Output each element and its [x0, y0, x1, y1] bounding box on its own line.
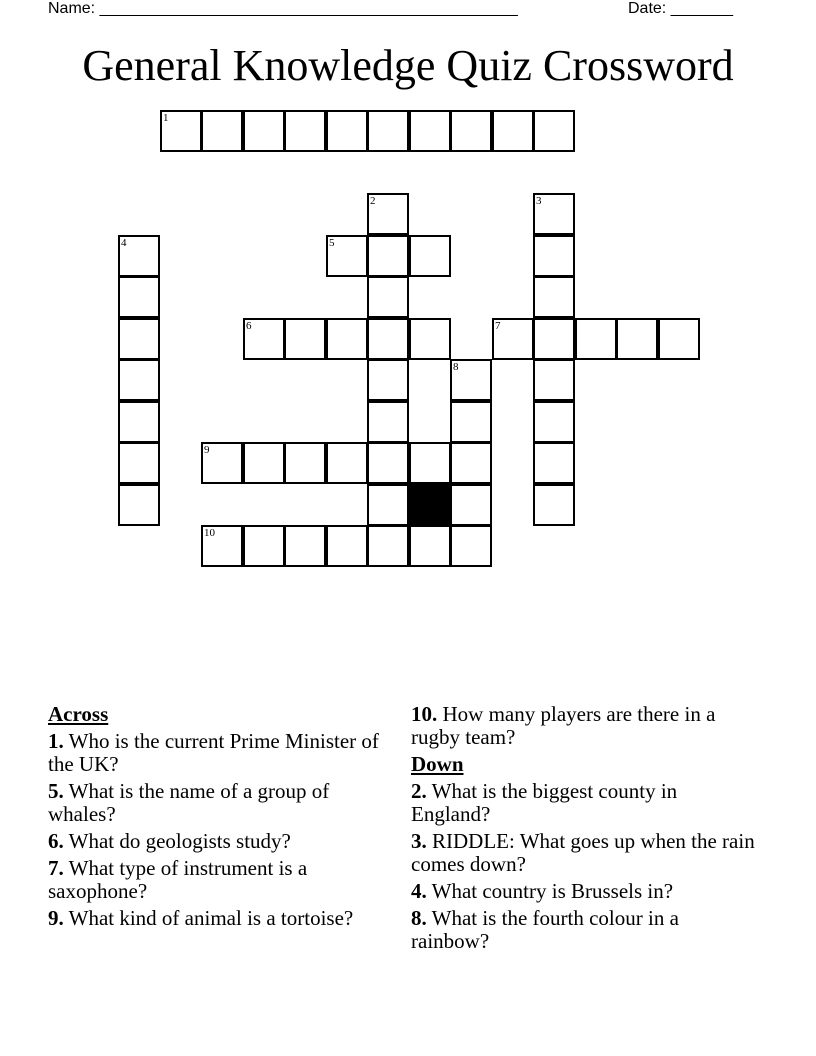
crossword-cell[interactable]	[533, 318, 575, 360]
clue-number-10: 10	[204, 527, 215, 539]
crossword-cell[interactable]	[450, 442, 492, 484]
crossword-cell[interactable]	[367, 484, 409, 526]
crossword-cell[interactable]	[326, 110, 368, 152]
crossword-cell[interactable]	[450, 484, 492, 526]
crossword-cell[interactable]	[367, 110, 409, 152]
crossword-cell[interactable]	[450, 110, 492, 152]
crossword-cell[interactable]	[326, 525, 368, 567]
across-clue	[411, 703, 756, 749]
black-cell	[409, 484, 451, 526]
crossword-cell[interactable]	[284, 318, 326, 360]
clue-number-9: 9	[204, 444, 210, 456]
crossword-cell[interactable]	[118, 235, 160, 277]
down-clue	[411, 880, 756, 903]
across-clue	[48, 857, 393, 903]
clue-number: 10.	[411, 702, 438, 726]
crossword-cell[interactable]	[367, 318, 409, 360]
crossword-cell[interactable]	[450, 525, 492, 567]
crossword-cell[interactable]	[409, 525, 451, 567]
across-heading: Across	[48, 702, 109, 726]
across-clue	[48, 780, 393, 826]
clue-number-8: 8	[453, 361, 459, 373]
crossword-cell[interactable]	[409, 235, 451, 277]
clue-text: What is the biggest county in England?	[411, 779, 678, 826]
crossword-cell[interactable]	[284, 110, 326, 152]
crossword-cell[interactable]	[450, 401, 492, 443]
down-heading: Down	[411, 752, 464, 776]
clue-text: How many players are there in a rugby team?	[411, 702, 716, 749]
clue-number-7: 7	[495, 320, 501, 332]
down-clue	[411, 780, 756, 826]
crossword-cell[interactable]	[326, 442, 368, 484]
crossword-cell[interactable]	[284, 442, 326, 484]
crossword-cell[interactable]	[367, 276, 409, 318]
clue-text: What country is Brussels in?	[431, 879, 674, 903]
crossword-cell[interactable]	[616, 318, 658, 360]
crossword-cell[interactable]	[201, 525, 243, 567]
date-field[interactable]: Date: _______	[628, 0, 733, 17]
clues-column-right	[411, 703, 756, 957]
crossword-cell[interactable]	[533, 110, 575, 152]
crossword-cell[interactable]	[243, 525, 285, 567]
crossword-cell[interactable]	[533, 484, 575, 526]
crossword-cell[interactable]	[409, 110, 451, 152]
clue-text: What is the fourth colour in a rainbow?	[411, 906, 679, 953]
crossword-cell[interactable]	[118, 484, 160, 526]
name-field[interactable]: Name: _______________________________________________	[48, 0, 518, 17]
crossword-cell[interactable]	[118, 318, 160, 360]
crossword-cell[interactable]	[533, 442, 575, 484]
crossword-cell[interactable]	[533, 359, 575, 401]
clue-text: What is the name of a group of whales?	[48, 779, 330, 826]
crossword-cell[interactable]	[326, 235, 368, 277]
crossword-cell[interactable]	[367, 235, 409, 277]
crossword-cell[interactable]	[492, 110, 534, 152]
clue-number: 4.	[411, 879, 427, 903]
crossword-cell[interactable]	[492, 318, 534, 360]
crossword-cell[interactable]	[118, 401, 160, 443]
crossword-cell[interactable]	[284, 525, 326, 567]
clue-text: Who is the current Prime Minister of the UK?	[48, 729, 379, 776]
crossword-cell[interactable]	[450, 359, 492, 401]
crossword-cell[interactable]	[533, 193, 575, 235]
down-clue-list	[411, 780, 756, 953]
down-clue	[411, 830, 756, 876]
clue-text: What kind of animal is a tortoise?	[68, 906, 354, 930]
clue-number-4: 4	[121, 237, 127, 249]
crossword-cell[interactable]	[533, 235, 575, 277]
page-title: General Knowledge Quiz Crossword	[82, 41, 734, 90]
across-clue	[48, 730, 393, 776]
clue-number: 8.	[411, 906, 427, 930]
crossword-cell[interactable]	[201, 110, 243, 152]
clue-number-5: 5	[329, 237, 335, 249]
clue-number: 1.	[48, 729, 64, 753]
across-clue	[48, 830, 393, 853]
clue-number-6: 6	[246, 320, 252, 332]
crossword-cell[interactable]	[367, 525, 409, 567]
crossword-cell[interactable]	[118, 442, 160, 484]
crossword-cell[interactable]	[409, 318, 451, 360]
down-clue	[411, 907, 756, 953]
crossword-cell[interactable]	[533, 401, 575, 443]
clue-text: RIDDLE: What goes up when the rain comes down?	[411, 829, 755, 876]
crossword-cell[interactable]	[409, 442, 451, 484]
crossword-cell[interactable]	[367, 401, 409, 443]
clue-text: What do geologists study?	[68, 829, 291, 853]
crossword-cell[interactable]	[367, 442, 409, 484]
crossword-cell[interactable]	[243, 110, 285, 152]
crossword-cell[interactable]	[201, 442, 243, 484]
across-clue-list-continued	[411, 703, 756, 749]
clue-number: 9.	[48, 906, 64, 930]
clue-number: 7.	[48, 856, 64, 880]
clue-text: What type of instrument is a saxophone?	[48, 856, 308, 903]
crossword-cell[interactable]	[367, 359, 409, 401]
clue-number-3: 3	[536, 195, 542, 207]
crossword-cell[interactable]	[243, 318, 285, 360]
crossword-cell[interactable]	[118, 359, 160, 401]
crossword-cell[interactable]	[575, 318, 617, 360]
clue-number: 5.	[48, 779, 64, 803]
across-clue	[48, 907, 393, 930]
crossword-cell[interactable]	[326, 318, 368, 360]
crossword-cell[interactable]	[658, 318, 700, 360]
crossword-cell[interactable]	[118, 276, 160, 318]
crossword-cell[interactable]	[160, 110, 202, 152]
crossword-cell[interactable]	[243, 442, 285, 484]
clue-number: 6.	[48, 829, 64, 853]
across-clue-list	[48, 730, 393, 930]
clues-column-left	[48, 703, 393, 934]
crossword-cell[interactable]	[367, 193, 409, 235]
clue-number-1: 1	[163, 112, 169, 124]
clue-number: 2.	[411, 779, 427, 803]
clue-number-2: 2	[370, 195, 376, 207]
clue-number: 3.	[411, 829, 427, 853]
crossword-cell[interactable]	[533, 276, 575, 318]
